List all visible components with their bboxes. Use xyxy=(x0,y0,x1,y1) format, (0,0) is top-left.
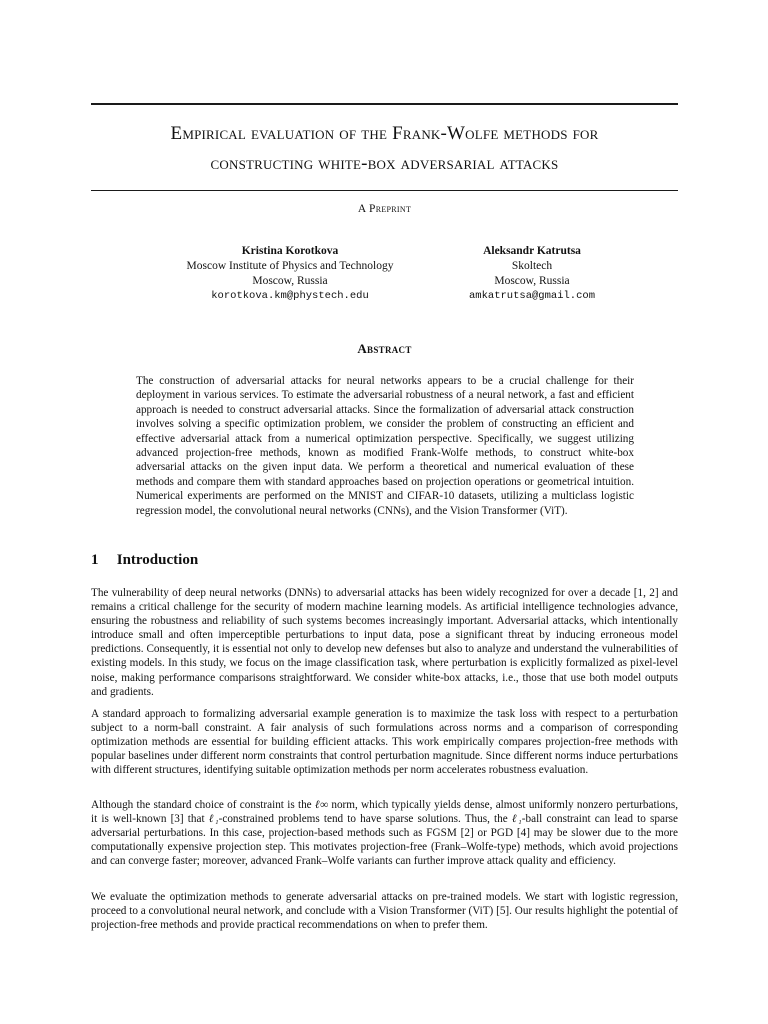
author-block-2 xyxy=(432,244,632,304)
author-affiliation: Moscow Institute of Physics and Technology xyxy=(186,260,394,272)
intro-paragraph-2: A standard approach to formalizing adversarial example generation is to maximize the task loss with respect to a perturbation subject to a norm-ball constraint. A fair analysis of such formulations across norms and a comparison of corresponding optimization methods are essential for building efficient attacks. This work empirically compares projection-free methods with popular baselines under different norm constraints that control perturbation magnitude. Since different norms induce perturbations with different structures, identifying suitable optimization methods per norm accelerates robustness evaluation. xyxy=(91,708,678,777)
title-bottom-rule xyxy=(91,190,678,191)
paper-title-line-2: constructing white-box adversarial attacks xyxy=(210,153,559,174)
author-name: Kristina Korotkova xyxy=(241,245,339,257)
author-location: Moscow, Russia xyxy=(252,275,328,287)
title-top-rule xyxy=(91,103,678,105)
paper-title-line-1: Empirical evaluation of the Frank-Wolfe methods for xyxy=(170,123,599,144)
paragraph-text-segment: -constrained problems tend to have sparse solutions. Thus, the xyxy=(218,813,512,826)
author-name: Aleksandr Katrutsa xyxy=(483,245,581,257)
math-l1: ℓ₁ xyxy=(208,813,219,826)
paragraph-text-segment: -ball constraint can lead to sparse adversarial perturbations. In this case, projection-based methods such as FGSM [2] or PGD [4] may be slower due to the more computationally expensive projection step. This motivates projection-free (Frank–Wolfe-type) methods, which avoid projections and can converge faster; moreover, advanced Frank–Wolfe variants can further improve attack quality and efficiency. xyxy=(91,813,678,868)
intro-paragraph-1: The vulnerability of deep neural networks (DNNs) to adversarial attacks has been widely recognized for over a decade [1, 2] and remains a critical challenge for the security of modern machine learning models. As artificial intelligence technologies advance, ensuring the robustness and reliability of such systems becomes increasingly important. Adversarial attacks, which intentionally introduce small and often imperceptible perturbations to input data, pose a significant threat by inducing erroneous model predictions. Consequently, it is essential not only to develop new defenses but also to analyze and understand the vulnerabilities of existing models. In this study, we focus on the image classification task, where perturbation is explicitly formalized as pixel-level noise, making performance comparisons straightforward. We consider white-box attacks, i.e., those that use both model outputs and gradients. xyxy=(91,587,678,698)
math-l-infinity: ℓ∞ xyxy=(314,799,329,811)
abstract-heading: Abstract xyxy=(357,341,412,356)
paragraph-text-segment: norm, which typically yields dense, almost uniformly nonzero perturbations, it is well-known [3] that xyxy=(91,799,679,826)
section-number: 1 xyxy=(91,552,99,568)
abstract-text: The construction of adversarial attacks for neural networks appears to be a crucial challenge for their deployment in various services. To estimate the adversarial robustness of a neural network, a fast and efficient approach is needed to construct adversarial attacks. Since the formalization of adversarial attack construction involves solving a specific optimization problem, we consider the problem of constructing an efficient and effective adversarial attack from a numerical optimization perspective. Specifically, we suggest utilizing advanced projection-free methods, known as modified Frank-Wolfe methods, to construct white-box adversarial attacks on the given input data. We perform a theoretical and numerical evaluation of these methods and compare them with standard approaches based on projection operations or geometrical intuition. Numerical experiments are performed on the MNIST and CIFAR-10 datasets, utilizing a multiclass logistic regression model, the convolutional neural networks (CNNs), and the Vision Transformer (ViT). xyxy=(136,375,634,517)
author-block-1 xyxy=(150,244,430,304)
preprint-label: A Preprint xyxy=(357,203,412,215)
math-l1: ℓ₁ xyxy=(511,813,522,826)
paper-title xyxy=(91,119,678,179)
intro-paragraph-4: We evaluate the optimization methods to generate adversarial attacks on pre-trained models. We start with logistic regression, proceed to a convolutional neural network, and conclude with a Vision Transformer (ViT) [5]. Our results highlight the potential of projection-free methods and provide practical recommendations on when to prefer them. xyxy=(91,891,678,932)
section-heading-introduction xyxy=(91,552,198,569)
author-location: Moscow, Russia xyxy=(494,275,570,287)
intro-paragraph-3 xyxy=(91,798,678,868)
author-email: amkatrutsa@gmail.com xyxy=(468,290,596,302)
section-title: Introduction xyxy=(116,552,199,568)
author-email: korotkova.km@phystech.edu xyxy=(211,290,369,302)
paragraph-text-segment: Although the standard choice of constraint is the xyxy=(91,799,315,811)
author-affiliation: Skoltech xyxy=(511,260,553,272)
